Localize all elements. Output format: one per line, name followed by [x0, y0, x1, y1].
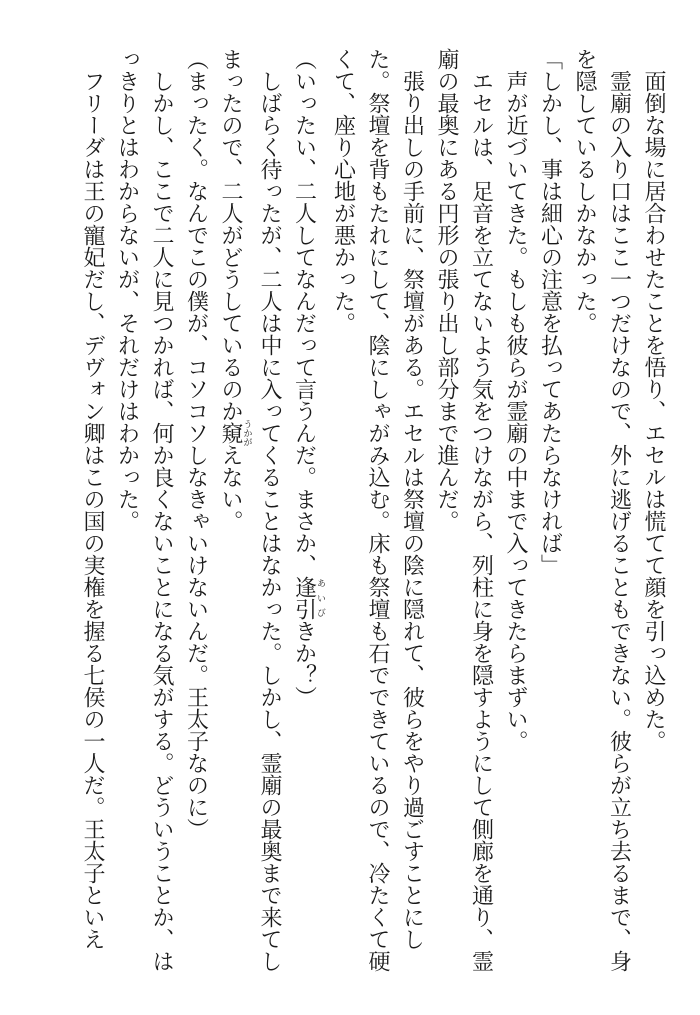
text-line: を隠しているしかなかった。 [572, 48, 597, 334]
text-line: 張り出しの手前に、祭壇がある。エセルは祭壇の陰に隠れて、彼らをやり過ごすことにし [399, 70, 425, 950]
ruby-reading: うかが [241, 419, 252, 447]
text-line: しかし、ここで二人に見つかれば、何か良くないことになる気がする。どういうことか、は [149, 70, 174, 972]
text-line: っきりとはわからないが、それだけはわかった。 [114, 48, 140, 532]
ruby-base: 窺 [218, 419, 243, 447]
text-segment: えない。 [218, 444, 243, 532]
text-segment: きか？） [291, 620, 317, 708]
text-line: 面倒な場に居合わせたことを悟り、エセルは慌てて顔を引っ込めた。 [641, 70, 666, 752]
text-line: しばらく待ったが、二人は中に入ってくることはなかった。しかし、霊廟の最奥まで来てし [257, 70, 282, 972]
text-line: 廟の最奥にある円形の張り出し部分まで進んだ。 [434, 48, 459, 532]
text-line: フリーダは王の寵妃だし、デヴォン卿はこの国の実権を握る七侯の一人だ。王太子といえ [80, 70, 105, 950]
text-line: 声が近づいてきた。もしも彼らが霊廟の中まで入ってきたらまずい。 [503, 70, 528, 752]
text-segment: （いったい、二人してなんだって言うんだ。まさか、 [291, 48, 317, 576]
text-line: た。祭壇を背もたれにして、陰にしゃがみ込む。床も祭壇も石でできているので、冷たくて硬 [365, 48, 390, 972]
text-line: 霊廟の入り口はここ一つだけなので、外に逃げることもできない。彼らが立ち去るまで、身 [606, 70, 632, 972]
text-line: 「しかし、事は細心の注意を払ってあたらなければ」 [537, 48, 563, 576]
ruby-base: 逢引 [291, 576, 317, 620]
text-line-with-ruby [213, 48, 252, 988]
text-line: （まったく。なんでこの僕が、コソコソしなきゃいけないんだ。王太子なのに） [183, 48, 209, 840]
vertical-text-body [80, 48, 670, 988]
ruby-reading: あいび [315, 576, 325, 620]
text-segment: まったので、二人がどうしているのか [218, 48, 243, 422]
ruby-annotation [291, 576, 325, 620]
text-line: エセルは、足音を立てないよう気をつけながら、列柱に身を隠すようにして側廊を通り、霊 [468, 70, 494, 972]
ruby-annotation [218, 419, 252, 447]
text-line-with-ruby [286, 48, 325, 988]
text-line: くて、座り心地が悪かった。 [330, 48, 356, 334]
